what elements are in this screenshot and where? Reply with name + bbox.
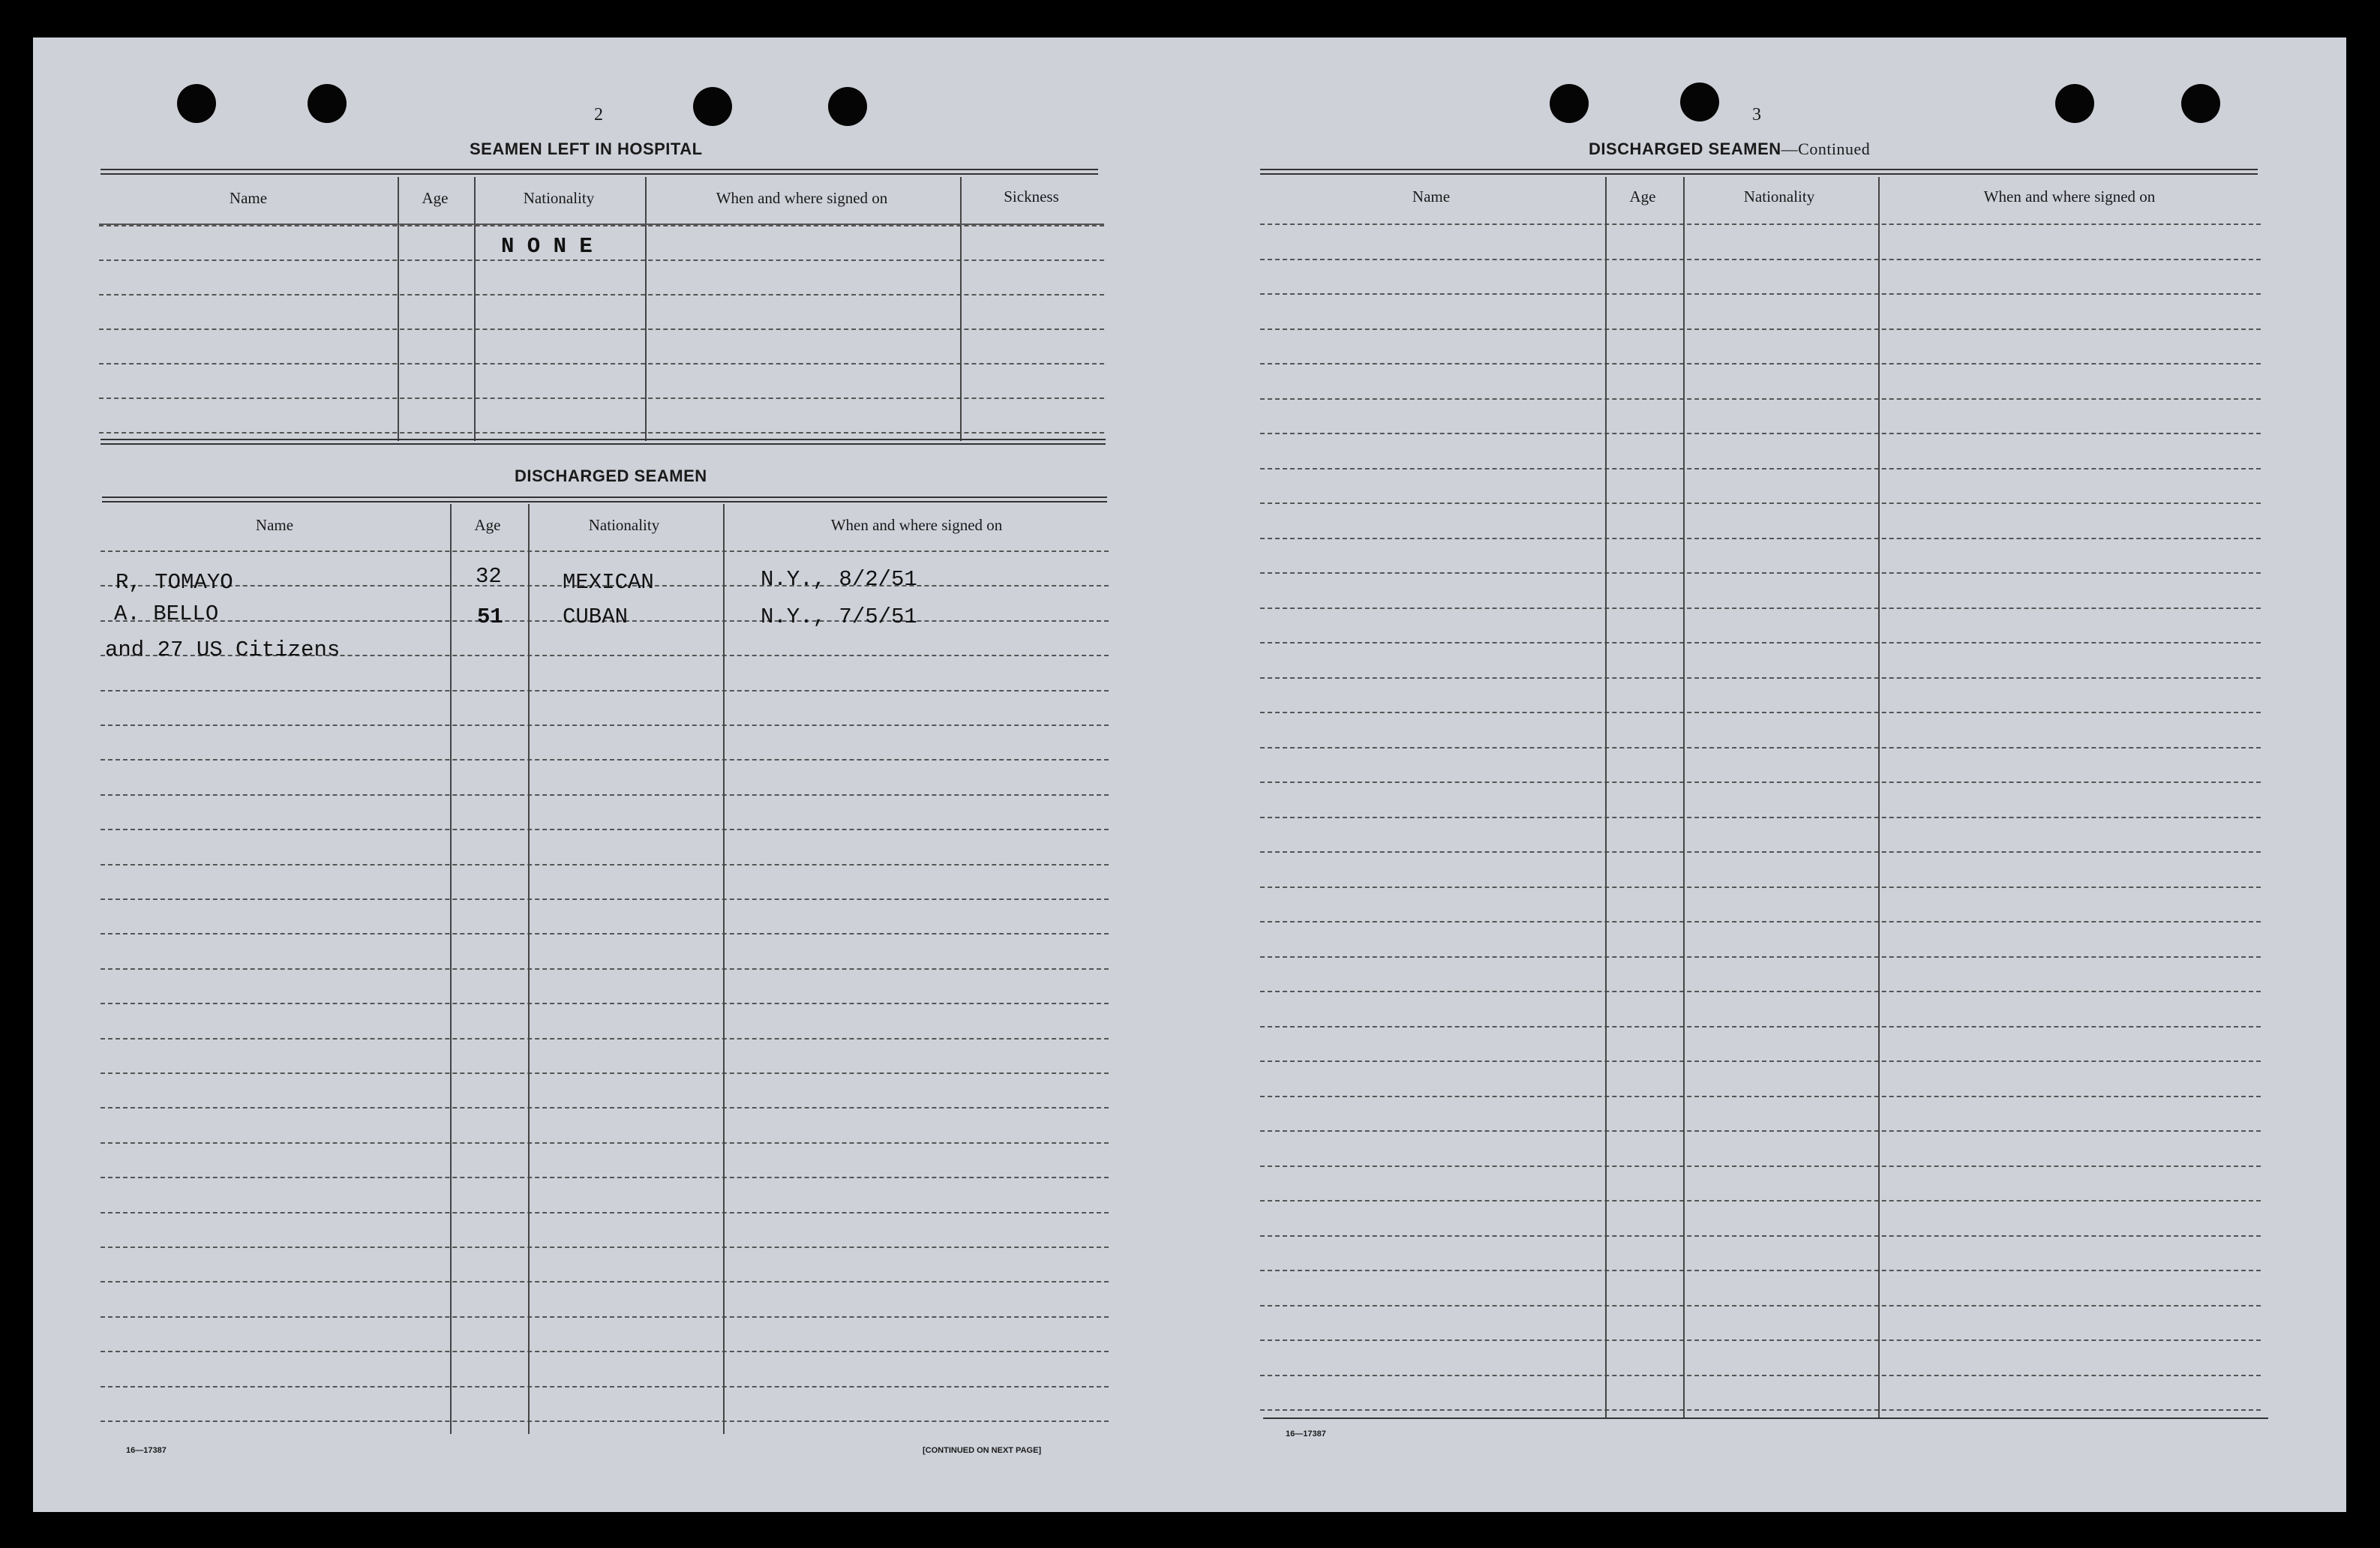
column-rule bbox=[398, 177, 399, 441]
discharged-section-title: DISCHARGED SEAMEN bbox=[515, 466, 707, 485]
column-header-signed-on: When and where signed on bbox=[830, 516, 1003, 534]
ruled-line bbox=[101, 1316, 1109, 1318]
column-rule bbox=[960, 177, 962, 441]
hospital-entry: N O N E bbox=[501, 234, 593, 259]
divider bbox=[102, 501, 1107, 502]
column-rule bbox=[1878, 177, 1880, 1419]
ruled-line bbox=[1260, 572, 2261, 574]
divider bbox=[1263, 1418, 2268, 1419]
ruled-line bbox=[1260, 1305, 2261, 1306]
seaman-age: 51 bbox=[477, 604, 503, 629]
ruled-line bbox=[1260, 468, 2261, 470]
ruled-line bbox=[101, 1177, 1109, 1178]
ruled-line bbox=[101, 550, 1109, 552]
ruled-line bbox=[1260, 1130, 2261, 1132]
ruled-line bbox=[101, 1212, 1109, 1214]
seaman-name: A. BELLO bbox=[114, 602, 219, 626]
ruled-line bbox=[101, 864, 1109, 866]
ruled-line bbox=[1260, 328, 2261, 330]
ruled-line bbox=[99, 225, 1104, 226]
form-number: 16—17387 bbox=[126, 1446, 167, 1455]
ruled-line bbox=[101, 1351, 1109, 1352]
header-rule bbox=[99, 224, 1104, 225]
divider bbox=[1260, 169, 2258, 170]
column-header-signed-on: When and where signed on bbox=[716, 189, 888, 207]
ruled-line bbox=[1260, 851, 2261, 853]
ruled-line bbox=[1260, 1340, 2261, 1341]
seaman-nationality: MEXICAN bbox=[563, 570, 654, 595]
ruled-line bbox=[1260, 538, 2261, 539]
ruled-line bbox=[1260, 886, 2261, 888]
punch-hole-icon bbox=[1680, 82, 1719, 122]
ruled-line bbox=[1260, 1026, 2261, 1028]
ruled-line bbox=[101, 968, 1109, 970]
page-number: 3 bbox=[1752, 105, 1761, 124]
ruled-line bbox=[1260, 1235, 2261, 1237]
ruled-line bbox=[1260, 1096, 2261, 1097]
seaman-age: 32 bbox=[476, 564, 502, 589]
page-number: 2 bbox=[594, 105, 603, 124]
ruled-line bbox=[101, 1246, 1109, 1248]
ruled-line bbox=[1260, 363, 2261, 364]
ruled-line bbox=[1260, 956, 2261, 958]
ruled-line bbox=[101, 690, 1109, 692]
punch-hole-icon bbox=[308, 84, 347, 123]
column-rule bbox=[528, 504, 530, 1434]
ruled-line bbox=[1260, 1166, 2261, 1167]
ruled-line bbox=[101, 1281, 1109, 1282]
ruled-line bbox=[101, 759, 1109, 760]
ruled-line bbox=[99, 260, 1104, 261]
column-rule bbox=[723, 504, 725, 1434]
ruled-line bbox=[101, 898, 1109, 900]
ruled-line bbox=[1260, 747, 2261, 748]
ruled-line bbox=[1260, 712, 2261, 713]
punch-hole-icon bbox=[693, 87, 732, 126]
ruled-line bbox=[1260, 817, 2261, 818]
divider bbox=[102, 496, 1107, 498]
column-header-name: Name bbox=[229, 189, 268, 207]
divider bbox=[101, 443, 1106, 445]
column-rule bbox=[450, 504, 452, 1434]
column-header-nationality: Nationality bbox=[1743, 188, 1815, 206]
ruled-line bbox=[101, 1142, 1109, 1144]
punch-hole-icon bbox=[2181, 84, 2220, 123]
seaman-name: and 27 US Citizens bbox=[105, 638, 341, 662]
ruled-line bbox=[99, 294, 1104, 296]
seaman-name: R, TOMAYO bbox=[116, 570, 233, 595]
column-rule bbox=[474, 177, 476, 441]
discharged-continued-title bbox=[1589, 140, 1870, 159]
ruled-line bbox=[1260, 293, 2261, 295]
column-header-name: Name bbox=[255, 516, 294, 534]
ruled-line bbox=[99, 363, 1104, 364]
form-number: 16—17387 bbox=[1286, 1430, 1326, 1438]
ruled-line bbox=[101, 1107, 1109, 1108]
ruled-line bbox=[101, 1038, 1109, 1040]
ruled-line bbox=[101, 724, 1109, 726]
ruled-line bbox=[1260, 398, 2261, 400]
ruled-line bbox=[1260, 433, 2261, 434]
title-continued: —Continued bbox=[1781, 140, 1871, 158]
ruled-line bbox=[1260, 608, 2261, 609]
divider bbox=[1260, 173, 2258, 175]
ruled-line bbox=[1260, 991, 2261, 992]
column-rule bbox=[1683, 177, 1685, 1419]
ruled-line bbox=[99, 432, 1104, 434]
seaman-signed-on: N.Y., 7/5/51 bbox=[761, 604, 917, 629]
punch-hole-icon bbox=[1550, 84, 1589, 123]
ruled-line bbox=[1260, 1409, 2261, 1411]
divider bbox=[101, 169, 1098, 170]
column-header-nationality: Nationality bbox=[588, 516, 660, 534]
continued-note: [CONTINUED ON NEXT PAGE] bbox=[923, 1446, 1042, 1455]
column-header-age: Age bbox=[474, 516, 501, 534]
ruled-line bbox=[101, 1072, 1109, 1074]
ruled-line bbox=[1260, 1375, 2261, 1376]
ruled-line bbox=[1260, 259, 2261, 260]
title-main: DISCHARGED SEAMEN bbox=[1589, 140, 1781, 158]
ruled-line bbox=[101, 794, 1109, 796]
ruled-line bbox=[1260, 1200, 2261, 1202]
column-header-name: Name bbox=[1412, 188, 1451, 206]
column-rule bbox=[1605, 177, 1607, 1419]
column-rule bbox=[645, 177, 647, 441]
column-header-nationality: Nationality bbox=[523, 189, 595, 207]
column-header-signed-on: When and where signed on bbox=[1983, 188, 2156, 206]
ruled-line bbox=[1260, 782, 2261, 783]
seaman-nationality: CUBAN bbox=[563, 604, 629, 629]
ruled-line bbox=[1260, 642, 2261, 644]
ruled-line bbox=[101, 1386, 1109, 1388]
punch-hole-icon bbox=[2055, 84, 2094, 123]
ruled-line bbox=[1260, 921, 2261, 922]
seaman-signed-on: N.Y., 8/2/51 bbox=[761, 567, 917, 592]
ruled-line bbox=[1260, 677, 2261, 679]
divider bbox=[101, 173, 1098, 175]
ruled-line bbox=[101, 1003, 1109, 1004]
divider bbox=[101, 439, 1106, 440]
ruled-line bbox=[1260, 502, 2261, 504]
ruled-line bbox=[101, 829, 1109, 830]
ruled-line bbox=[99, 398, 1104, 399]
column-header-sickness: Sickness bbox=[1004, 188, 1059, 206]
ruled-line bbox=[101, 933, 1109, 934]
hospital-section-title: SEAMEN LEFT IN HOSPITAL bbox=[470, 140, 703, 158]
column-header-age: Age bbox=[1629, 188, 1656, 206]
ruled-line bbox=[101, 1420, 1109, 1422]
punch-hole-icon bbox=[177, 84, 216, 123]
punch-hole-icon bbox=[828, 87, 867, 126]
ruled-line bbox=[1260, 224, 2261, 225]
ruled-line bbox=[1260, 1060, 2261, 1062]
column-header-age: Age bbox=[422, 189, 449, 207]
ruled-line bbox=[99, 328, 1104, 330]
ruled-line bbox=[1260, 1270, 2261, 1271]
